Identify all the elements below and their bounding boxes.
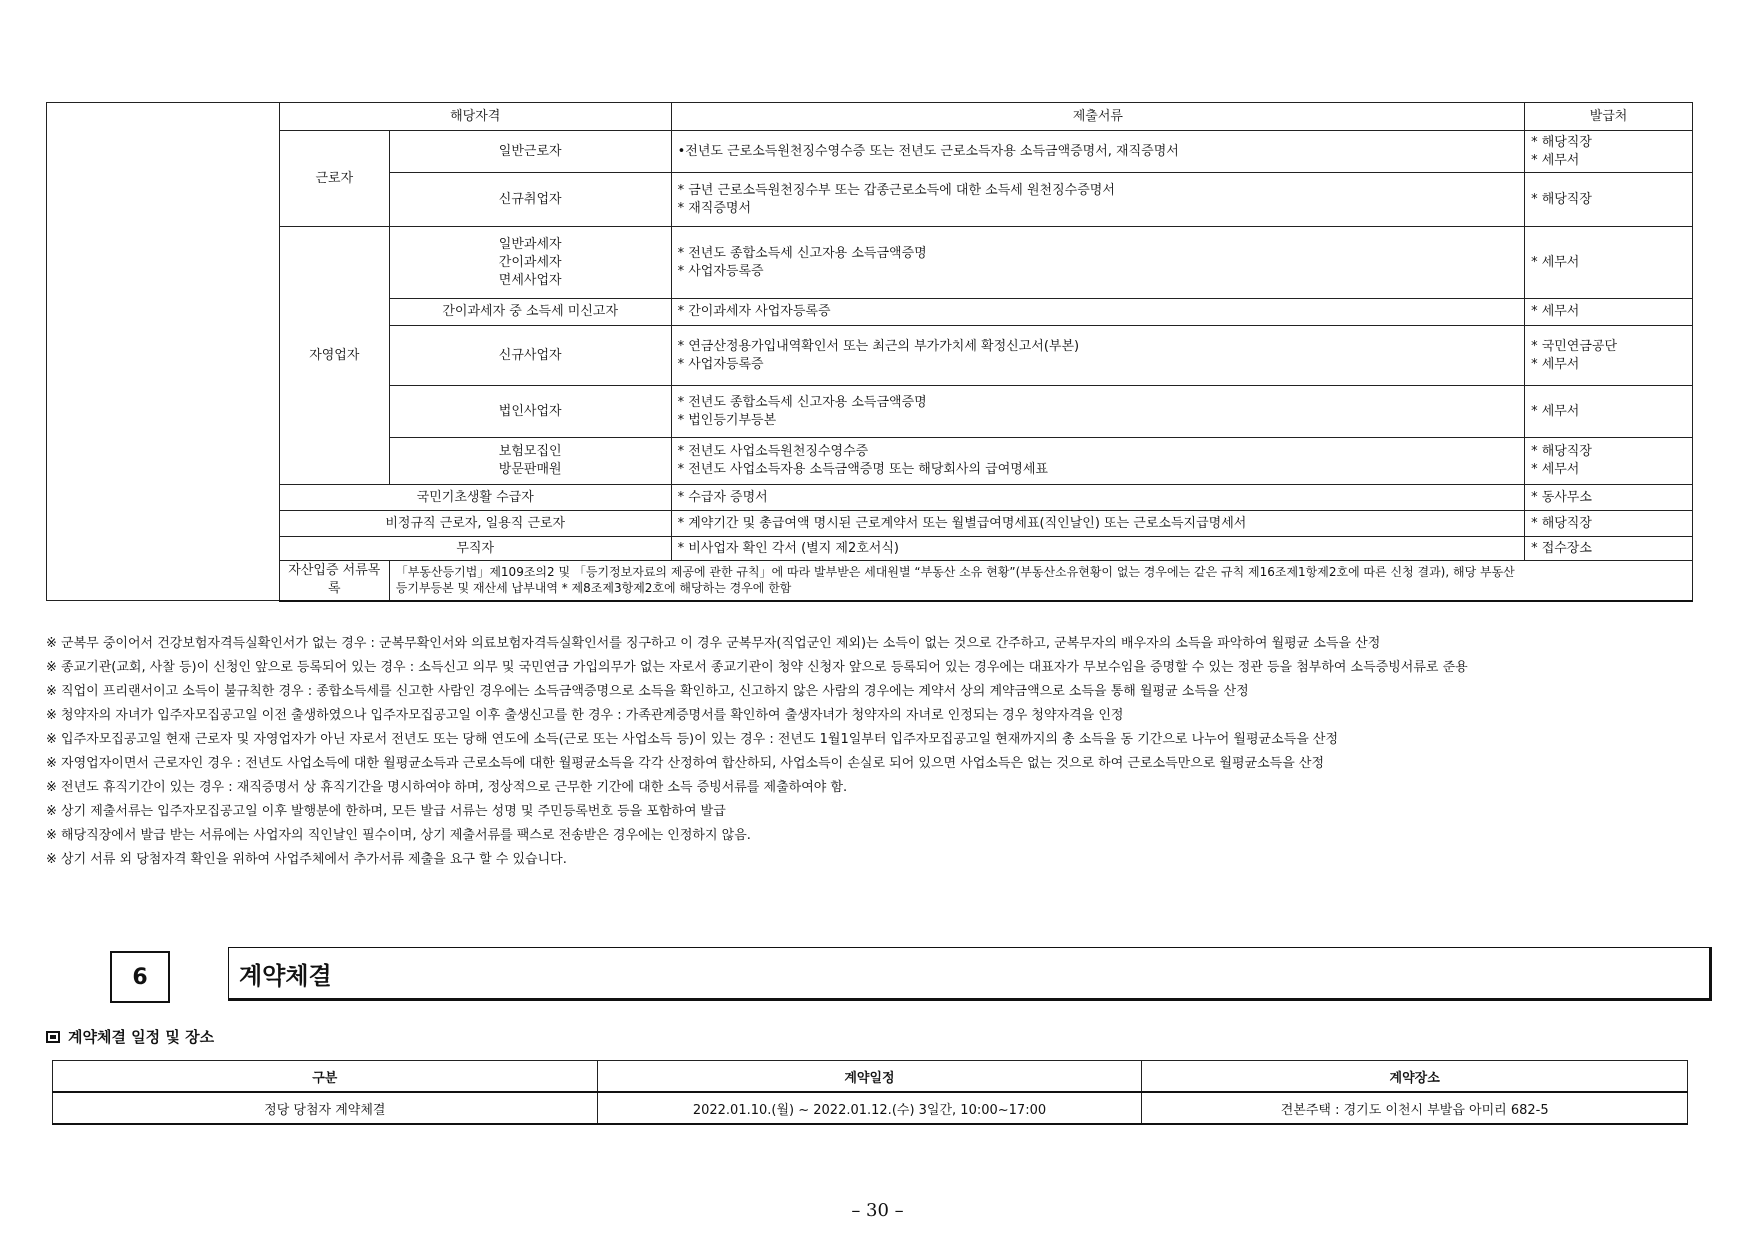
contract-heading-text: 계약체결 일정 및 장소 (68, 1028, 215, 1046)
doc-insurance-agent: * 전년도 사업소득원천징수영수증 * 전년도 사업소득자용 소득금액증명 또는 해당회사의 급여명세표 (671, 438, 1524, 485)
square-bullet-icon (46, 1031, 60, 1043)
label-general-worker: 일반근로자 (389, 131, 671, 173)
label-simple-taxpayer: 간이과세자 중 소득세 미신고자 (389, 299, 671, 326)
issuer-unemployed: * 접수장소 (1525, 537, 1693, 561)
contract-header-category: 구분 (53, 1061, 598, 1093)
label-irregular-worker: 비정규직 근로자, 일용직 근로자 (279, 511, 671, 537)
contract-place: 견본주택 : 경기도 이천시 부발읍 아미리 682-5 (1142, 1092, 1688, 1124)
note-item: ※ 상기 서류 외 당첨자격 확인을 위하여 사업주체에서 추가서류 제출을 요구 할 수 있습니다. (46, 852, 567, 867)
documents-table (46, 102, 1693, 602)
note-item: ※ 상기 제출서류는 입주자모집공고일 이후 발행분에 한하며, 모든 발급 서류는 성명 및 주민등록번호 등을 포함하여 발급 (46, 804, 726, 819)
issuer-general-worker: * 해당직장 * 세무서 (1525, 131, 1693, 173)
label-new-hire: 신규취업자 (389, 173, 671, 227)
doc-unemployed: * 비사업자 확인 각서 (별지 제2호서식) (671, 537, 1524, 561)
notes-list (46, 632, 1706, 872)
contract-table (52, 1060, 1688, 1125)
header-documents: 제출서류 (671, 103, 1524, 131)
issuer-new-business: * 국민연금공단 * 세무서 (1525, 326, 1693, 386)
contract-header-date: 계약일정 (597, 1061, 1142, 1093)
note-item: ※ 군복무 중이어서 건강보험자격득실확인서가 없는 경우 : 군복무확인서와 의료보험자격득실확인서를 징구하고 이 경우 군복무자(직업군인 제외)는 소득이 없는 것으로 간주하고, 군복무자의 배우자의 소득을 파악하여 월평균 소득을 산정 (46, 636, 1381, 651)
issuer-basic-recipient: * 동사무소 (1525, 485, 1693, 511)
section-title: 계약체결 (228, 947, 1712, 1001)
label-unemployed: 무직자 (279, 537, 671, 561)
group-self-employed: 자영업자 (279, 227, 389, 485)
contract-date: 2022.01.10.(월) ~ 2022.01.12.(수) 3일간, 10:00~17:00 (597, 1092, 1142, 1124)
doc-new-hire: * 금년 근로소득원천징수부 또는 갑종근로소득에 대한 소득세 원천징수증명서 * 재직증명서 (671, 173, 1524, 227)
issuer-irregular-worker: * 해당직장 (1525, 511, 1693, 537)
issuer-corporate: * 세무서 (1525, 386, 1693, 438)
issuer-general-taxpayer: * 세무서 (1525, 227, 1693, 299)
doc-corporate: * 전년도 종합소득세 신고자용 소득금액증명 * 법인등기부등본 (671, 386, 1524, 438)
contract-header-place: 계약장소 (1142, 1061, 1688, 1093)
label-new-business: 신규사업자 (389, 326, 671, 386)
issuer-simple-taxpayer: * 세무서 (1525, 299, 1693, 326)
label-general-taxpayer: 일반과세자 간이과세자 면세사업자 (389, 227, 671, 299)
issuer-new-hire: * 해당직장 (1525, 173, 1693, 227)
contract-category: 정당 당첨자 계약체결 (53, 1092, 598, 1124)
note-item: ※ 전년도 휴직기간이 있는 경우 : 재직증명서 상 휴직기간을 명시하여야 하며, 정상적으로 근무한 기간에 대한 소득 증빙서류를 제출하여야 함. (46, 780, 848, 795)
header-issuer: 발급처 (1525, 103, 1693, 131)
doc-general-worker: •전년도 근로소득원천징수영수증 또는 전년도 근로소득자용 소득금액증명서, 재직증명서 (671, 131, 1524, 173)
label-insurance-agent: 보험모집인 방문판매원 (389, 438, 671, 485)
doc-new-business: * 연금산정용가입내역확인서 또는 최근의 부가가치세 확정신고서(부본) * 사업자등록증 (671, 326, 1524, 386)
note-item: ※ 청약자의 자녀가 입주자모집공고일 이전 출생하였으나 입주자모집공고일 이후 출생신고를 한 경우 : 가족관계증명서를 확인하여 출생자녀가 청약자의 자녀로 인정되는 경우 청약자격을 인정 (46, 708, 1124, 723)
note-item: ※ 자영업자이면서 근로자인 경우 : 전년도 사업소득에 대한 월평균소득과 근로소득에 대한 월평균소득을 각각 산정하여 합산하되, 사업소득이 손실로 되어 있으면 사업소득은 없는 것으로 하여 근로소득만으로 월평균소득을 산정 (46, 756, 1325, 771)
group-worker: 근로자 (279, 131, 389, 227)
note-item: ※ 종교기관(교회, 사찰 등)이 신청인 앞으로 등록되어 있는 경우 : 소득신고 의무 및 국민연금 가입의무가 없는 자로서 종교기관이 청약 신청자 앞으로 등록되어 있는 경우에는 대표자가 무보수임을 증명할 수 있는 정관 등을 첨부하여 소득증빙서류로 준용 (46, 660, 1468, 675)
page-number: – 30 – (851, 1200, 904, 1221)
contract-heading (46, 1026, 214, 1047)
label-basic-recipient: 국민기초생활 수급자 (279, 485, 671, 511)
asset-documents-text: 「부동산등기법」제109조의2 및 「등기정보자료의 제공에 관한 규칙」에 따라 발부받은 세대원별 “부동산 소유 현황”(부동산소유현황이 없는 경우에는 같은 규칙 제16조제1항제2호에 따른 신청 결과), 해당 부동산 등기부등본 및 재산세 납부내역 * 제8조제3항제2호에 해당하는 경우에 한함 (389, 561, 1692, 601)
doc-simple-taxpayer: * 간이과세자 사업자등록증 (671, 299, 1524, 326)
doc-general-taxpayer: * 전년도 종합소득세 신고자용 소득금액증명 * 사업자등록증 (671, 227, 1524, 299)
label-corporate: 법인사업자 (389, 386, 671, 438)
doc-basic-recipient: * 수급자 증명서 (671, 485, 1524, 511)
table-left-blank (47, 103, 280, 601)
table-row (53, 1092, 1688, 1124)
note-item: ※ 입주자모집공고일 현재 근로자 및 자영업자가 아닌 자로서 전년도 또는 당해 연도에 소득(근로 또는 사업소득 등)이 있는 경우 : 전년도 1월1일부터 입주자모집공고일 현재까지의 총 소득을 동 기간으로 나누어 월평균소득을 산정 (46, 732, 1339, 747)
doc-irregular-worker: * 계약기간 및 총급여액 명시된 근로계약서 또는 월별급여명세표(직인날인) 또는 근로소득지급명세서 (671, 511, 1524, 537)
issuer-insurance-agent: * 해당직장 * 세무서 (1525, 438, 1693, 485)
note-item: ※ 해당직장에서 발급 받는 서류에는 사업자의 직인날인 필수이며, 상기 제출서류를 팩스로 전송받은 경우에는 인정하지 않음. (46, 828, 751, 843)
note-item: ※ 직업이 프리랜서이고 소득이 불규칙한 경우 : 종합소득세를 신고한 사람인 경우에는 소득금액증명으로 소득을 확인하고, 신고하지 않은 사람의 경우에는 계약서 상의 계약금액으로 소득을 통해 월평균 소득을 산정 (46, 684, 1249, 699)
section-number: 6 (110, 951, 170, 1003)
header-qualification: 해당자격 (279, 103, 671, 131)
label-asset-documents: 자산입증 서류목록 (279, 561, 389, 601)
